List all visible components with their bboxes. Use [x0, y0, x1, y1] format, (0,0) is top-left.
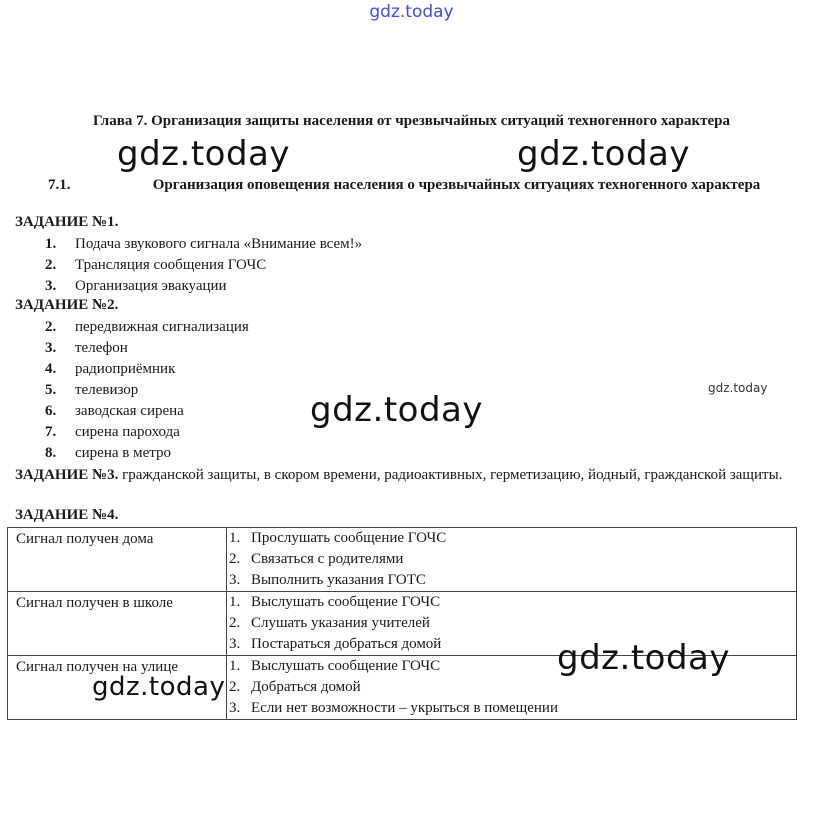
list-item: 2. Добраться домой — [229, 679, 361, 695]
task2-heading: ЗАДАНИЕ №2. — [15, 297, 119, 313]
list-item: 2. Связаться с родителями — [229, 551, 404, 567]
section-heading — [14, 174, 809, 196]
list-item: 2. передвижная сигнализация — [45, 319, 249, 335]
list-item: 5. телевизор — [45, 382, 139, 398]
section-number: 7.1. — [48, 177, 71, 193]
watermark-top: gdz.today — [369, 2, 454, 22]
list-item: 1. Выслушать сообщение ГОЧС — [229, 658, 441, 674]
table-row — [8, 528, 797, 592]
table-cell-steps — [227, 528, 797, 592]
watermark: gdz.today — [557, 638, 730, 678]
list-item: 1. Подача звукового сигнала «Внимание всем!» — [45, 236, 363, 252]
list-item: 3. Если нет возможности – укрыться в помещении — [229, 700, 558, 716]
table-cell-place: Сигнал получен на улице — [8, 656, 227, 720]
list-item: 3. телефон — [45, 340, 128, 356]
task4-heading: ЗАДАНИЕ №4. — [15, 507, 119, 523]
watermark-small: gdz.today — [708, 381, 768, 395]
watermark: gdz.today — [310, 390, 483, 430]
list-item: 1. Прослушать сообщение ГОЧС — [229, 530, 447, 546]
watermark: gdz.today — [117, 134, 290, 174]
chapter-title: Глава 7. Организация защиты населения от чрезвычайных ситуаций техногенного характера — [92, 113, 731, 129]
list-item: 2. Слушать указания учителей — [229, 615, 430, 631]
list-item: 3. Выполнить указания ГОТС — [229, 572, 426, 588]
list-item: 4. радиоприёмник — [45, 361, 176, 377]
task1-heading: ЗАДАНИЕ №1. — [15, 214, 119, 230]
watermark: gdz.today — [517, 134, 690, 174]
list-item: 6. заводская сирена — [45, 403, 184, 419]
section-title: Организация оповещения населения о чрезвычайных ситуациях техногенного характера — [152, 177, 761, 193]
task2-list — [45, 317, 249, 464]
watermark: gdz.today — [92, 672, 226, 702]
table-cell-place: Сигнал получен дома — [8, 528, 227, 592]
task1-list — [45, 234, 362, 297]
list-item: 2. Трансляция сообщения ГОЧС — [45, 257, 267, 273]
list-item: 3. Постараться добраться домой — [229, 636, 442, 652]
list-item: 1. Выслушать сообщение ГОЧС — [229, 594, 441, 610]
list-item: 3. Организация эвакуации — [45, 278, 227, 294]
list-item: 8. сирена в метро — [45, 445, 171, 461]
task3-heading: ЗАДАНИЕ №3. — [15, 467, 119, 483]
task3-answer: гражданской защиты, в скором времени, радиоактивных, герметизацию, йодный, гражданской защиты. — [122, 467, 783, 483]
table-cell-place: Сигнал получен в школе — [8, 592, 227, 656]
task3-paragraph — [15, 465, 810, 486]
list-item: 7. сирена парохода — [45, 424, 180, 440]
